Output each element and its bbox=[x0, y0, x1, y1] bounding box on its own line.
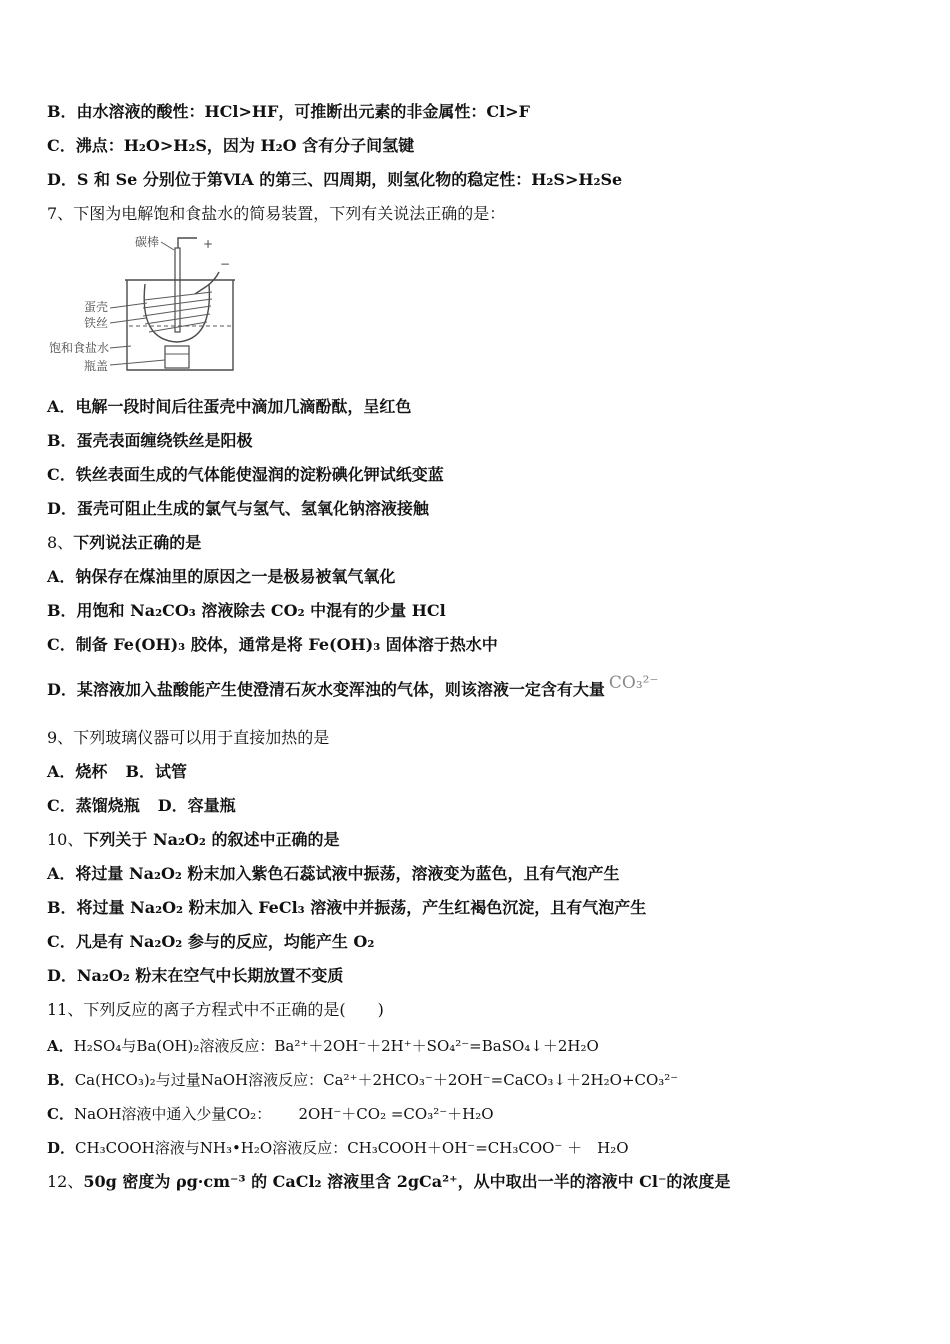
carbon-rod-leader-line bbox=[161, 242, 174, 250]
option-text: H₂SO₄与Ba(OH)₂溶液反应：Ba²⁺＋2OH⁻＋2H⁺＋SO₄²⁻=BaSO₄↓＋2H₂O bbox=[73, 1037, 599, 1055]
option-label: B． bbox=[47, 431, 77, 450]
question-11-option-b bbox=[47, 1070, 678, 1090]
question-10-option-d bbox=[47, 966, 343, 986]
option-text: NaOH溶液中通入少量CO₂： 2OH⁻＋CO₂ =CO₃²⁻＋H₂O bbox=[73, 1105, 494, 1123]
bottle-cap bbox=[165, 346, 189, 368]
option-text: 试管 bbox=[154, 762, 187, 781]
figure-label-brine: 饱和食盐水 bbox=[49, 341, 110, 355]
question-8-option-d bbox=[47, 673, 659, 700]
carbonate-ion-formula: CO₃²⁻ bbox=[608, 673, 659, 693]
question-6-option-b bbox=[47, 102, 530, 122]
option-label: A． bbox=[47, 397, 76, 416]
brine-leader-line bbox=[110, 346, 131, 348]
option-label: C． bbox=[47, 1105, 74, 1123]
option-label: C． bbox=[47, 796, 76, 815]
question-8-option-b bbox=[47, 601, 446, 621]
question-7-stem bbox=[47, 204, 505, 224]
option-label: B． bbox=[125, 762, 155, 781]
electrolysis-apparatus-figure bbox=[47, 228, 247, 378]
question-8-option-a bbox=[47, 567, 395, 587]
question-12-stem bbox=[47, 1172, 730, 1192]
question-11-stem bbox=[47, 1000, 384, 1020]
question-9-stem bbox=[47, 728, 329, 748]
question-10-option-b bbox=[47, 898, 646, 918]
question-number: 7、 bbox=[47, 204, 74, 223]
option-text: 蛋壳可阻止生成的氯气与氢气、氢氧化钠溶液接触 bbox=[76, 499, 429, 518]
anode-wire bbox=[178, 238, 197, 248]
question-number: 11、 bbox=[47, 1000, 84, 1019]
option-text: CH₃COOH溶液与NH₃•H₂O溶液反应：CH₃COOH＋OH⁻=CH₃COO⁻ ＋ H₂O bbox=[75, 1139, 629, 1157]
question-6-option-d bbox=[47, 170, 622, 190]
option-label: B． bbox=[47, 601, 77, 620]
option-text: 烧杯 bbox=[75, 762, 108, 781]
option-text: 钠保存在煤油里的原因之一是极易被氧气氧化 bbox=[75, 567, 396, 586]
option-text: 用饱和 Na₂CO₃ 溶液除去 CO₂ 中混有的少量 HCl bbox=[76, 601, 446, 620]
option-label: D． bbox=[47, 499, 77, 518]
option-text: 由水溶液的酸性：HCl>HF，可推断出元素的非金属性：Cl>F bbox=[76, 102, 530, 121]
option-label: D． bbox=[47, 1139, 76, 1157]
figure-label-minus: − bbox=[220, 257, 231, 271]
figure-label-iron-wire: 铁丝 bbox=[84, 316, 109, 330]
cathode-wire bbox=[195, 272, 219, 294]
option-text: 电解一段时间后往蛋壳中滴加几滴酚酞，呈红色 bbox=[75, 397, 412, 416]
option-label: D． bbox=[157, 796, 188, 815]
figure-label-plus: + bbox=[203, 237, 214, 251]
option-text: 容量瓶 bbox=[187, 796, 236, 815]
question-6-option-c bbox=[47, 136, 414, 156]
option-text: 蒸馏烧瓶 bbox=[75, 796, 140, 815]
figure-label-carbon-rod: 碳棒 bbox=[135, 235, 160, 249]
question-stem-text: 下列关于 Na₂O₂ 的叙述中正确的是 bbox=[83, 830, 340, 849]
option-label: B． bbox=[47, 102, 77, 121]
option-label: A． bbox=[47, 762, 76, 781]
figure-label-bottle-cap: 瓶盖 bbox=[84, 359, 109, 373]
question-10-option-c bbox=[47, 932, 374, 952]
option-text: S 和 Se 分别位于第ⅥA 的第三、四周期，则氢化物的稳定性：H₂S>H₂Se bbox=[76, 170, 623, 189]
question-7-option-b bbox=[47, 431, 253, 451]
question-11-option-c bbox=[47, 1104, 494, 1124]
option-label: D． bbox=[47, 170, 77, 189]
question-9-options-row-1 bbox=[47, 762, 187, 782]
question-stem-text: 下列反应的离子方程式中不正确的是( ) bbox=[83, 1000, 384, 1019]
option-label: C． bbox=[47, 932, 76, 951]
option-label: C． bbox=[47, 635, 76, 654]
question-stem-text: 下图为电解饱和食盐水的简易装置，下列有关说法正确的是： bbox=[73, 204, 506, 223]
option-text: 将过量 Na₂O₂ 粉末加入 FeCl₃ 溶液中并振荡，产生红褐色沉淀，且有气泡产生 bbox=[76, 898, 647, 917]
option-text: Na₂O₂ 粉末在空气中长期放置不变质 bbox=[76, 966, 344, 985]
option-text: 制备 Fe(OH)₃ 胶体，通常是将 Fe(OH)₃ 固体溶于热水中 bbox=[75, 635, 498, 654]
question-7-option-c bbox=[47, 465, 444, 485]
figure-label-eggshell: 蛋壳 bbox=[84, 300, 109, 314]
question-11-option-d bbox=[47, 1138, 629, 1158]
option-label: C． bbox=[47, 136, 76, 155]
question-8-option-c bbox=[47, 635, 498, 655]
question-7-option-a bbox=[47, 397, 411, 417]
iron-wire-leader-line bbox=[110, 318, 146, 323]
question-stem-text: 50g 密度为 ρg·cm⁻³ 的 CaCl₂ 溶液里含 2gCa²⁺，从中取出一半的溶液中 Cl⁻的浓度是 bbox=[83, 1172, 731, 1191]
question-8-stem bbox=[47, 533, 201, 553]
option-text: 沸点：H₂O>H₂S，因为 H₂O 含有分子间氢键 bbox=[75, 136, 415, 155]
eggshell-leader-line bbox=[110, 303, 147, 308]
question-9-options-row-2 bbox=[47, 796, 236, 816]
option-label: B． bbox=[47, 898, 77, 917]
question-stem-text: 下列玻璃仪器可以用于直接加热的是 bbox=[73, 728, 330, 747]
option-label: A． bbox=[47, 567, 76, 586]
option-label: D． bbox=[47, 966, 77, 985]
bottle-cap-leader-line bbox=[110, 360, 165, 365]
question-number: 8、 bbox=[47, 533, 74, 552]
question-number: 12、 bbox=[47, 1172, 84, 1191]
option-label: C． bbox=[47, 465, 76, 484]
option-text: 铁丝表面生成的气体能使湿润的淀粉碘化钾试纸变蓝 bbox=[75, 465, 444, 484]
option-label: A． bbox=[47, 1037, 74, 1055]
question-10-option-a bbox=[47, 864, 620, 884]
question-11-option-a bbox=[47, 1036, 599, 1056]
question-stem-text: 下列说法正确的是 bbox=[73, 533, 202, 552]
option-text: Ca(HCO₃)₂与过量NaOH溶液反应：Ca²⁺＋2HCO₃⁻＋2OH⁻=CaCO₃↓＋2H₂O+CO₃²⁻ bbox=[74, 1071, 679, 1089]
question-7-option-d bbox=[47, 499, 429, 519]
question-10-stem bbox=[47, 830, 339, 850]
option-label: D． bbox=[47, 680, 77, 699]
option-text: 将过量 Na₂O₂ 粉末加入紫色石蕊试液中振荡，溶液变为蓝色，且有气泡产生 bbox=[75, 864, 620, 883]
option-text: 蛋壳表面缠绕铁丝是阳极 bbox=[76, 431, 253, 450]
option-text: 某溶液加入盐酸能产生使澄清石灰水变浑浊的气体，则该溶液一定含有大量 bbox=[76, 680, 605, 699]
option-text: 凡是有 Na₂O₂ 参与的反应，均能产生 O₂ bbox=[75, 932, 375, 951]
question-number: 9、 bbox=[47, 728, 74, 747]
option-label: B． bbox=[47, 1071, 75, 1089]
option-label: A． bbox=[47, 864, 76, 883]
question-number: 10、 bbox=[47, 830, 84, 849]
